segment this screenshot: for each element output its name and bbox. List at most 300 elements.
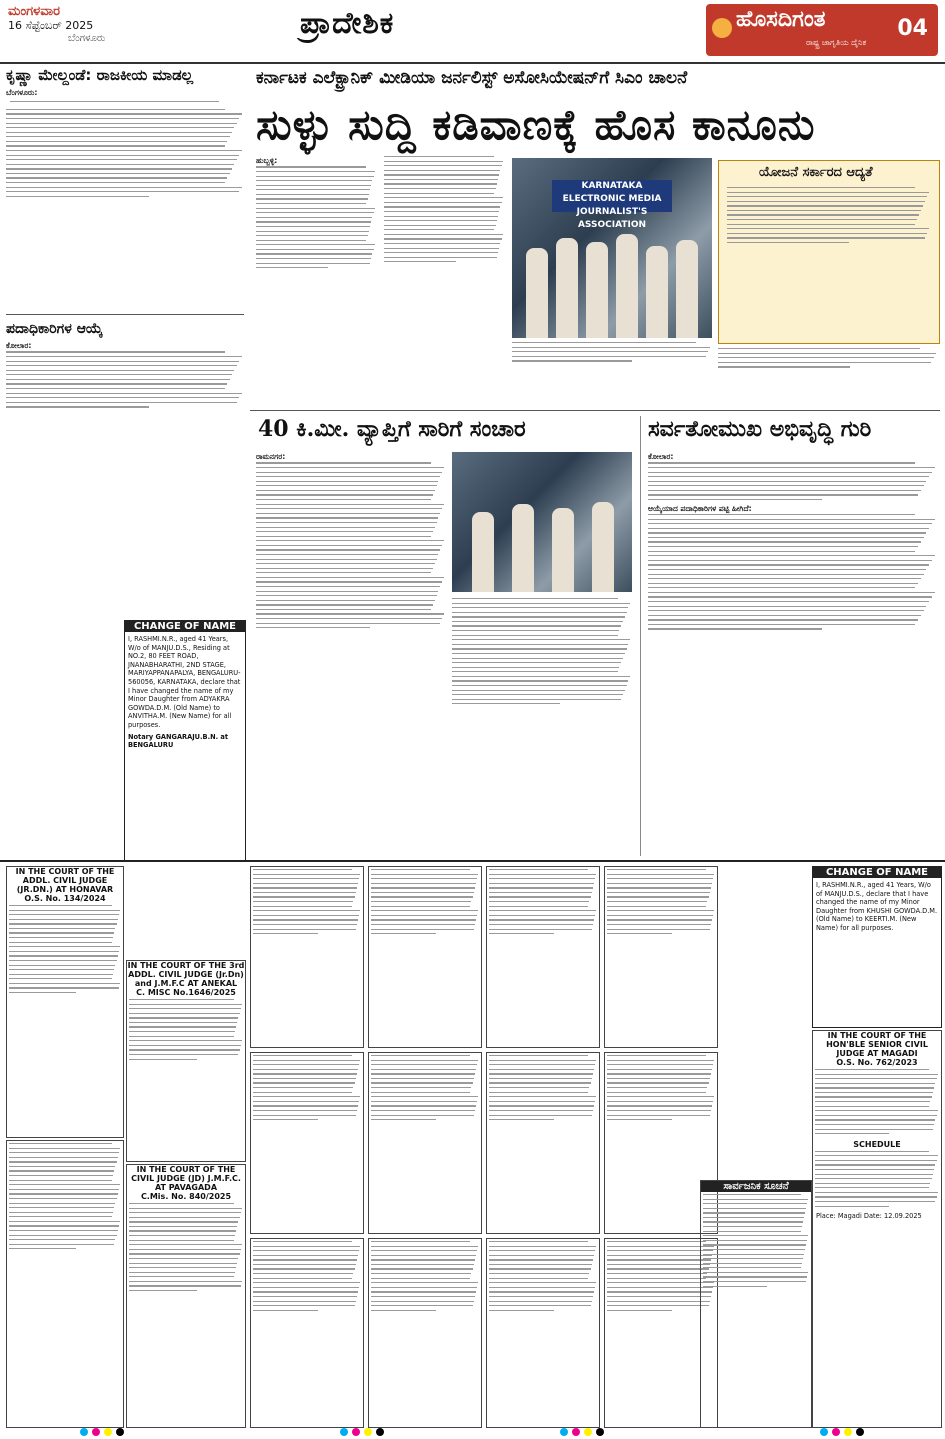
place-date: Place: Magadi Date: 12.09.2025 xyxy=(816,1212,922,1221)
text-line xyxy=(607,1278,706,1279)
text-line xyxy=(648,490,921,491)
text-line xyxy=(815,1164,935,1165)
text-line xyxy=(253,1273,353,1274)
text-line xyxy=(9,910,120,911)
text-line xyxy=(6,113,242,114)
text-line xyxy=(371,1078,474,1079)
logo-text: ಹೊಸದಿಗಂತ xyxy=(736,6,826,32)
text-line xyxy=(648,624,915,625)
text-line xyxy=(9,974,113,975)
text-line xyxy=(703,1249,805,1250)
text-line xyxy=(253,915,359,916)
text-line xyxy=(6,173,230,174)
text-line xyxy=(384,238,502,239)
text-line xyxy=(9,1244,114,1245)
text-line xyxy=(9,928,115,929)
text-line xyxy=(256,203,366,204)
text-line xyxy=(703,1272,808,1273)
text-line xyxy=(815,1078,937,1079)
text-line xyxy=(371,892,474,893)
text-line xyxy=(256,527,435,528)
text-line xyxy=(256,472,442,473)
text-line xyxy=(256,462,431,463)
text-line xyxy=(452,603,630,604)
text-line xyxy=(607,1078,710,1079)
text-line xyxy=(9,1248,76,1249)
sidebox-body xyxy=(727,187,931,337)
text-line xyxy=(607,1246,714,1247)
text-line xyxy=(371,1110,475,1111)
text-line xyxy=(607,1082,709,1083)
text-line xyxy=(815,1124,934,1125)
court-notice-honavar xyxy=(6,866,124,1138)
text-line xyxy=(607,1110,711,1111)
text-line xyxy=(256,240,366,241)
lead-text-lines-4 xyxy=(718,348,938,368)
text-line xyxy=(648,494,918,495)
text-line xyxy=(489,1096,596,1097)
text-line xyxy=(727,192,929,193)
text-line xyxy=(6,109,225,110)
change-of-name-ad-1 xyxy=(124,620,246,862)
text-line xyxy=(371,1255,476,1256)
text-line xyxy=(253,1078,356,1079)
text-line xyxy=(253,1246,360,1247)
text-line xyxy=(648,485,924,486)
text-line xyxy=(129,1290,197,1291)
text-line xyxy=(815,1155,938,1156)
text-line xyxy=(452,607,628,608)
text-line xyxy=(648,481,926,482)
text-line xyxy=(489,1105,594,1106)
text-line xyxy=(452,667,619,668)
text-line xyxy=(9,1193,118,1194)
text-line xyxy=(489,1264,592,1265)
text-line xyxy=(607,1255,712,1256)
text-line xyxy=(703,1226,802,1227)
lead-photo-caption xyxy=(512,342,712,402)
text-line xyxy=(703,1258,803,1259)
text-line xyxy=(256,235,368,236)
text-line xyxy=(648,523,932,524)
court-notice-case: C. MISC No.1646/2025 xyxy=(136,988,236,997)
notice-item xyxy=(250,1052,364,1234)
text-line xyxy=(9,1189,119,1190)
text-line xyxy=(607,1119,672,1120)
text-line xyxy=(253,874,360,875)
text-line xyxy=(452,639,630,640)
text-line xyxy=(9,1152,119,1153)
text-line xyxy=(253,1069,358,1070)
text-line xyxy=(607,1301,710,1302)
text-line xyxy=(648,628,822,629)
text-line xyxy=(384,225,496,226)
text-line xyxy=(489,1273,589,1274)
text-line xyxy=(6,383,227,384)
text-line xyxy=(815,1183,930,1184)
text-line xyxy=(648,514,915,515)
public-notice-ad xyxy=(700,1180,812,1428)
text-line xyxy=(253,1115,356,1116)
text-line xyxy=(6,365,237,366)
text-line xyxy=(253,1096,360,1097)
text-line xyxy=(648,596,932,597)
text-line xyxy=(815,1087,934,1088)
public-notice-title: ಸಾರ್ವಜನಿಕ ಸೂಚನೆ xyxy=(701,1181,811,1192)
text-line xyxy=(607,915,713,916)
text-line xyxy=(452,644,628,645)
text-line xyxy=(371,1282,478,1283)
notice-item xyxy=(250,866,364,1048)
text-line xyxy=(129,1045,241,1046)
text-line xyxy=(371,1310,436,1311)
text-line xyxy=(6,155,239,156)
text-line xyxy=(129,1281,242,1282)
date-box xyxy=(8,4,218,50)
lead-body-column-2 xyxy=(384,156,504,406)
text-line xyxy=(129,1235,235,1236)
story1-text-lines xyxy=(6,109,244,197)
text-line xyxy=(371,933,436,934)
text-line xyxy=(703,1231,801,1232)
text-line xyxy=(129,1059,197,1060)
text-line xyxy=(384,193,494,194)
text-line xyxy=(452,612,627,613)
text-line xyxy=(607,1105,712,1106)
text-line xyxy=(489,1305,591,1306)
text-line xyxy=(607,896,709,897)
text-line xyxy=(607,1310,672,1311)
text-line xyxy=(6,351,225,352)
text-line xyxy=(256,212,374,213)
text-line xyxy=(256,180,372,181)
text-line xyxy=(489,1119,554,1120)
text-line xyxy=(607,1069,712,1070)
text-line xyxy=(648,551,915,552)
text-line xyxy=(703,1217,804,1218)
text-line xyxy=(371,883,476,884)
text-line xyxy=(703,1267,801,1268)
text-line xyxy=(607,929,710,930)
text-line xyxy=(256,249,374,250)
text-line xyxy=(371,1291,476,1292)
text-line xyxy=(9,946,120,947)
notary-label: Notary GANGARAJU.B.N. at BENGALURU xyxy=(128,732,228,749)
text-line xyxy=(371,874,478,875)
text-line xyxy=(607,1087,707,1088)
text-line xyxy=(6,127,234,128)
text-line xyxy=(648,546,918,547)
text-line xyxy=(371,1101,477,1102)
text-line xyxy=(371,901,471,902)
text-line xyxy=(727,210,921,211)
text-line xyxy=(815,1206,889,1207)
change-of-name-text: I, RASHMI.N.R., aged 41 Years, W/o of MANJU.D.S., Residing at NO.2, 80 FEET ROAD, JNANABHARATHI, 2ND STAGE, MARIYAPPANAPALYA, BENGALURU-560056, KARNATAKA, declare that I have changed the name of my Minor Daughter from ADYAKRA GOWDA.D.M. (Old Name) to ANVITHA.M. (New Name) for all purposes. xyxy=(128,635,241,729)
text-line xyxy=(815,1178,932,1179)
text-line xyxy=(489,1246,596,1247)
text-line xyxy=(815,1106,929,1107)
text-line xyxy=(256,563,435,564)
text-line xyxy=(489,1250,595,1251)
story4-title: ಸರ್ವತೋಮುಖ ಅಭಿವೃದ್ಧಿ ಗುರಿ xyxy=(648,416,872,442)
lead-body-column-4 xyxy=(718,348,938,408)
text-line xyxy=(489,1078,592,1079)
text-line xyxy=(648,578,921,579)
story4-dateline: ಕೋಲಾರ: xyxy=(648,452,674,461)
text-line xyxy=(6,141,227,142)
text-line xyxy=(129,1221,238,1222)
text-line xyxy=(9,1221,120,1222)
text-line xyxy=(489,1115,592,1116)
text-line xyxy=(371,1250,477,1251)
text-line xyxy=(384,261,456,262)
text-line xyxy=(129,1263,237,1264)
text-line xyxy=(253,878,359,879)
text-line xyxy=(452,685,627,686)
text-line xyxy=(129,1212,241,1213)
story3-photo xyxy=(452,452,632,592)
text-line xyxy=(129,1276,234,1277)
text-line xyxy=(256,194,369,195)
court-notice-body xyxy=(127,1201,245,1297)
text-line xyxy=(9,1166,115,1167)
text-line xyxy=(815,1169,934,1170)
lead-kicker: ಕರ್ನಾಟಕ ಎಲೆಕ್ಟ್ರಾನಿಕ್ ಮೀಡಿಯಾ ಜರ್ನಲಿಸ್ಟ್ ಅಸೋಸಿಯೇಷನ್‌ಗೆ ಸಿಎಂ ಚಾಲನೆ xyxy=(256,68,688,88)
text-line xyxy=(452,699,621,700)
text-line xyxy=(253,883,358,884)
print-registration-marks xyxy=(0,1428,945,1438)
lead-text-lines-1 xyxy=(256,166,376,268)
text-line xyxy=(727,196,927,197)
text-line xyxy=(384,174,499,175)
divider xyxy=(250,410,940,411)
notice-item xyxy=(368,1238,482,1428)
text-line xyxy=(129,1217,240,1218)
text-line xyxy=(253,1055,352,1056)
text-line xyxy=(129,1230,236,1231)
day-label: ಮಂಗಳವಾರ xyxy=(8,4,61,19)
text-line xyxy=(253,1310,318,1311)
text-line xyxy=(129,1031,235,1032)
text-line xyxy=(489,929,592,930)
text-line xyxy=(6,191,239,192)
text-line xyxy=(648,476,929,477)
court-notice-title: IN THE COURT OF THE HON'BLE SENIOR CIVIL JUDGE AT MAGADI xyxy=(826,1031,928,1058)
text-line xyxy=(253,892,356,893)
notice-item xyxy=(486,1052,600,1234)
masthead xyxy=(0,0,945,64)
change-of-name-text: I, RASHMI.N.R., aged 41 Years, W/o of MANJU.D.S., declare that I have changed the name of my Minor Daughter from KHUSHI GOWDA.D.M. (Old Name) to KEERTI.M. (New Name) for all purposes. xyxy=(816,881,938,932)
court-notice-body xyxy=(127,997,245,1065)
text-line xyxy=(9,955,118,956)
text-line xyxy=(607,910,714,911)
text-line xyxy=(489,887,593,888)
text-line xyxy=(371,1115,474,1116)
text-line xyxy=(253,1296,357,1297)
text-line xyxy=(489,1259,593,1260)
text-line xyxy=(6,164,234,165)
text-line xyxy=(253,1259,357,1260)
text-line xyxy=(256,467,444,468)
text-line xyxy=(648,532,926,533)
text-line xyxy=(253,901,353,902)
story3-lines-2 xyxy=(452,598,632,704)
text-line xyxy=(648,528,929,529)
text-line xyxy=(256,623,440,624)
text-line xyxy=(253,887,357,888)
text-line xyxy=(384,216,498,217)
text-line xyxy=(703,1240,807,1241)
text-line xyxy=(452,598,618,599)
text-line xyxy=(489,896,591,897)
text-line xyxy=(6,402,237,403)
story2-body xyxy=(6,341,244,491)
text-line xyxy=(371,1259,475,1260)
text-line xyxy=(256,595,437,596)
notice-item xyxy=(368,1052,482,1234)
story4-lines-1 xyxy=(648,462,938,500)
text-line xyxy=(607,1064,713,1065)
text-line xyxy=(489,1310,554,1311)
text-line xyxy=(9,942,112,943)
change-of-name-ad-2 xyxy=(812,866,942,1028)
text-line xyxy=(129,1240,234,1241)
text-line xyxy=(371,1296,475,1297)
text-line xyxy=(129,1017,238,1018)
logo-emblem-icon xyxy=(712,18,732,38)
text-line xyxy=(384,161,503,162)
page-number: 04 xyxy=(897,16,928,41)
text-line xyxy=(9,1239,115,1240)
text-line xyxy=(371,1105,476,1106)
logo-tagline: ರಾಷ್ಟ್ರ ಜಾಗೃತಿಯ ದೈನಿಕ xyxy=(806,38,867,47)
text-line xyxy=(703,1254,804,1255)
text-line xyxy=(512,347,710,348)
text-line xyxy=(384,211,499,212)
text-line xyxy=(6,177,227,178)
text-line xyxy=(452,680,628,681)
text-line xyxy=(607,1264,710,1265)
text-line xyxy=(256,494,433,495)
text-line xyxy=(648,499,822,500)
text-line xyxy=(489,1073,593,1074)
text-line xyxy=(371,1055,470,1056)
text-line xyxy=(452,671,618,672)
text-line xyxy=(727,228,929,229)
text-line xyxy=(9,905,112,906)
court-notice-magadi xyxy=(812,1030,942,1428)
text-line xyxy=(607,878,713,879)
text-line xyxy=(384,206,500,207)
text-line xyxy=(371,1092,470,1093)
text-line xyxy=(371,906,470,907)
text-line xyxy=(384,243,500,244)
text-line xyxy=(253,1119,318,1120)
text-line xyxy=(607,1273,707,1274)
text-line xyxy=(256,554,438,555)
text-line xyxy=(253,1060,360,1061)
text-line xyxy=(6,196,149,197)
text-line xyxy=(607,1092,706,1093)
text-line xyxy=(452,635,618,636)
text-line xyxy=(256,531,433,532)
text-line xyxy=(648,592,935,593)
text-line xyxy=(253,1087,353,1088)
newspaper-logo xyxy=(706,4,938,56)
text-line xyxy=(253,933,318,934)
text-line xyxy=(9,1148,120,1149)
text-line xyxy=(489,1241,588,1242)
text-line xyxy=(648,615,921,616)
text-line xyxy=(607,1101,713,1102)
notice-body xyxy=(7,1141,123,1255)
text-line xyxy=(727,201,925,202)
text-line xyxy=(607,1073,711,1074)
text-line xyxy=(371,1119,436,1120)
photo-banner-text: KARNATAKA ELECTRONIC MEDIA JOURNALIST'S ASSOCIATION xyxy=(552,180,672,212)
text-line xyxy=(371,1069,476,1070)
text-line xyxy=(256,513,440,514)
text-line xyxy=(129,1036,234,1037)
text-line xyxy=(129,1226,237,1227)
text-line xyxy=(489,1069,594,1070)
court-notice-title: IN THE COURT OF THE 3rd ADDL. CIVIL JUDGE (Jr.Dn) and J.M.F.C AT ANEKAL xyxy=(127,961,245,988)
text-line xyxy=(371,896,473,897)
text-line xyxy=(489,1082,591,1083)
text-line xyxy=(9,1161,117,1162)
text-line xyxy=(9,1230,118,1231)
court-notice-case: O.S. No. 762/2023 xyxy=(836,1058,918,1067)
text-line xyxy=(129,1244,242,1245)
text-line xyxy=(253,924,357,925)
text-line xyxy=(452,658,623,659)
text-line xyxy=(371,1268,473,1269)
text-line xyxy=(253,1073,357,1074)
text-line xyxy=(489,1296,593,1297)
text-line xyxy=(703,1281,806,1282)
text-line xyxy=(815,1110,938,1111)
story2-text-lines xyxy=(6,351,244,407)
text-line xyxy=(256,572,431,573)
text-line xyxy=(452,690,625,691)
text-line xyxy=(9,978,112,979)
text-line xyxy=(256,185,371,186)
text-line xyxy=(489,1282,596,1283)
court-notice-case: C.Mis. No. 840/2025 xyxy=(140,1192,232,1201)
notice-item xyxy=(250,1238,364,1428)
text-line xyxy=(703,1276,807,1277)
text-line xyxy=(489,910,596,911)
text-line xyxy=(6,145,225,146)
text-line xyxy=(648,462,915,463)
text-line xyxy=(489,1291,594,1292)
text-line xyxy=(371,1264,474,1265)
text-line xyxy=(256,166,366,167)
lead-body-column-1 xyxy=(256,156,376,406)
text-line xyxy=(607,1096,714,1097)
text-line xyxy=(384,257,497,258)
text-line xyxy=(607,901,707,902)
text-line xyxy=(256,485,437,486)
text-line xyxy=(718,362,931,363)
text-line xyxy=(256,568,433,569)
text-line xyxy=(256,600,435,601)
text-line xyxy=(253,1082,355,1083)
text-line xyxy=(607,919,712,920)
text-line xyxy=(607,869,706,870)
lead-headline: ಸುಳ್ಳು ಸುದ್ದಿ ಕಡಿವಾಣಕ್ಕೆ ಹೊಸ ಕಾನೂನು xyxy=(256,100,816,149)
text-line xyxy=(718,357,934,358)
